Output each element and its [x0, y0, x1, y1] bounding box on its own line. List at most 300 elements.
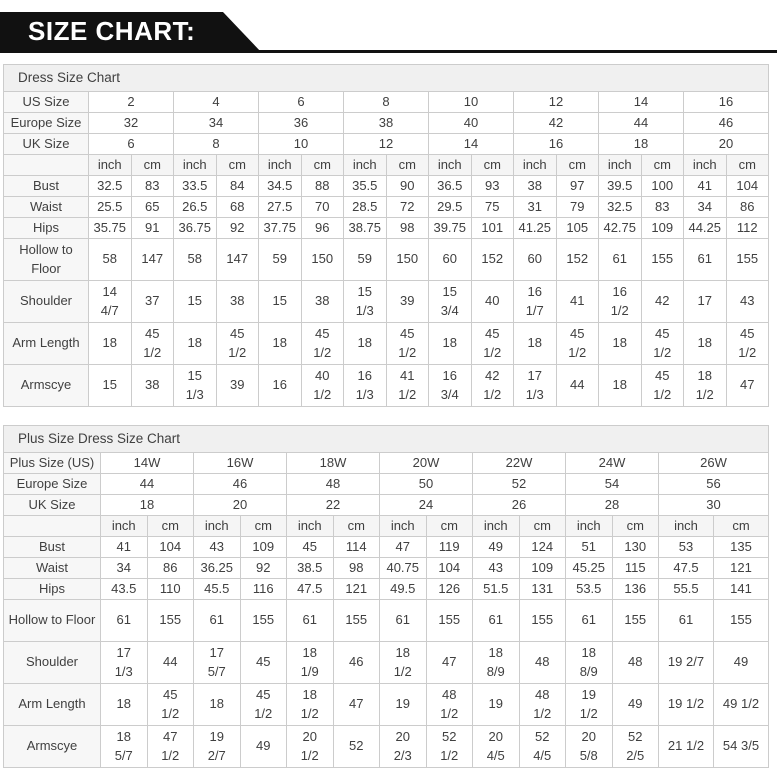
measure-value-cell: 47 [426, 642, 473, 684]
measure-value-cell: 155 [147, 600, 194, 642]
measure-value-cell: 152 [471, 239, 514, 281]
table-row [4, 600, 769, 642]
row-label: Bust [4, 537, 101, 558]
measure-value-cell: 38 [131, 365, 174, 407]
unit-header-cell: cm [612, 516, 659, 537]
measure-value-cell: 19 [473, 684, 520, 726]
measure-value-cell: 43 [473, 558, 520, 579]
measure-value-cell: 40.75 [380, 558, 427, 579]
measure-value-cell: 126 [426, 579, 473, 600]
row-label: Shoulder [4, 642, 101, 684]
measure-value-cell: 86 [147, 558, 194, 579]
measure-value-cell: 58 [174, 239, 217, 281]
size-value-cell: 22 [287, 495, 380, 516]
measure-value-cell: 43.5 [101, 579, 148, 600]
measure-value-cell: 27.5 [259, 197, 302, 218]
size-value-cell: 10 [259, 134, 344, 155]
measure-value-cell: 38 [514, 176, 557, 197]
banner-title: SIZE CHART: [28, 16, 196, 46]
measure-value-cell: 15 [174, 281, 217, 323]
measure-value-cell: 18 [599, 365, 642, 407]
table-row [4, 197, 769, 218]
measure-value-cell: 42.75 [599, 218, 642, 239]
measure-value-cell: 59 [259, 239, 302, 281]
measure-value-cell: 54 3/5 [714, 726, 769, 768]
measure-value-cell: 100 [641, 176, 684, 197]
measure-value-cell: 155 [714, 600, 769, 642]
measure-value-cell: 97 [556, 176, 599, 197]
measure-value-cell: 15 [259, 281, 302, 323]
measure-value-cell: 58 [89, 239, 132, 281]
size-value-cell: 12 [514, 92, 599, 113]
measure-value-cell: 15 1/3 [344, 281, 387, 323]
table-row [4, 642, 769, 684]
size-value-cell: 30 [659, 495, 769, 516]
unit-header-cell: cm [147, 516, 194, 537]
size-value-cell: 14 [429, 134, 514, 155]
size-value-cell: 4 [174, 92, 259, 113]
measure-value-cell: 155 [333, 600, 380, 642]
measure-value-cell: 45 [287, 537, 334, 558]
measure-value-cell: 19 [380, 684, 427, 726]
measure-value-cell: 51.5 [473, 579, 520, 600]
measure-value-cell: 45 1/2 [131, 323, 174, 365]
measure-value-cell: 150 [386, 239, 429, 281]
size-value-cell: 14 [599, 92, 684, 113]
measure-value-cell: 28.5 [344, 197, 387, 218]
header-divider-line [0, 50, 777, 53]
measure-value-cell: 38.75 [344, 218, 387, 239]
size-value-cell: 6 [259, 92, 344, 113]
measure-value-cell: 65 [131, 197, 174, 218]
measure-value-cell: 47 1/2 [147, 726, 194, 768]
measure-value-cell: 91 [131, 218, 174, 239]
table-row [4, 684, 769, 726]
measure-value-cell: 44 [147, 642, 194, 684]
measure-value-cell: 45 1/2 [556, 323, 599, 365]
measure-value-cell: 17 1/3 [101, 642, 148, 684]
measure-value-cell: 36.5 [429, 176, 472, 197]
size-value-cell: 16W [194, 453, 287, 474]
measure-value-cell: 17 5/7 [194, 642, 241, 684]
measure-value-cell: 83 [641, 197, 684, 218]
measure-value-cell: 41 [101, 537, 148, 558]
measure-value-cell: 47 [333, 684, 380, 726]
measure-value-cell: 124 [519, 537, 566, 558]
measure-value-cell: 19 1/2 [566, 684, 613, 726]
size-value-cell: 24W [566, 453, 659, 474]
row-label [4, 155, 89, 176]
measure-value-cell: 135 [714, 537, 769, 558]
measure-value-cell: 49 1/2 [714, 684, 769, 726]
measure-value-cell: 40 1/2 [301, 365, 344, 407]
size-value-cell: 44 [101, 474, 194, 495]
measure-value-cell: 49.5 [380, 579, 427, 600]
unit-header-cell: cm [240, 516, 287, 537]
row-label: Europe Size [4, 474, 101, 495]
measure-value-cell: 155 [726, 239, 769, 281]
size-value-cell: 14W [101, 453, 194, 474]
measure-value-cell: 119 [426, 537, 473, 558]
measure-value-cell: 68 [216, 197, 259, 218]
measure-value-cell: 51 [566, 537, 613, 558]
unit-header-cell: cm [216, 155, 259, 176]
unit-header-cell: inch [259, 155, 302, 176]
unit-header-cell: cm [301, 155, 344, 176]
measure-value-cell: 39 [386, 281, 429, 323]
measure-value-cell: 61 [101, 600, 148, 642]
measure-value-cell: 61 [599, 239, 642, 281]
measure-value-cell: 84 [216, 176, 259, 197]
unit-header-cell: inch [659, 516, 714, 537]
measure-value-cell: 53.5 [566, 579, 613, 600]
table-row [4, 323, 769, 365]
measure-value-cell: 101 [471, 218, 514, 239]
measure-value-cell: 155 [612, 600, 659, 642]
measure-value-cell: 141 [714, 579, 769, 600]
measure-value-cell: 48 1/2 [426, 684, 473, 726]
size-value-cell: 38 [344, 113, 429, 134]
row-label: Arm Length [4, 684, 101, 726]
measure-value-cell: 39 [216, 365, 259, 407]
measure-value-cell: 96 [301, 218, 344, 239]
size-value-cell: 20 [194, 495, 287, 516]
measure-value-cell: 109 [240, 537, 287, 558]
table-title: Plus Size Dress Size Chart [4, 426, 769, 453]
table-row [4, 426, 769, 453]
row-label: Bust [4, 176, 89, 197]
measure-value-cell: 32.5 [89, 176, 132, 197]
measure-value-cell: 42 1/2 [471, 365, 514, 407]
measure-value-cell: 31 [514, 197, 557, 218]
unit-header-cell: inch [429, 155, 472, 176]
measure-value-cell: 59 [344, 239, 387, 281]
unit-header-cell: inch [101, 516, 148, 537]
table-row [4, 495, 769, 516]
measure-value-cell: 45 [240, 642, 287, 684]
table-row [4, 474, 769, 495]
measure-value-cell: 155 [240, 600, 287, 642]
unit-header-cell: cm [519, 516, 566, 537]
size-value-cell: 46 [194, 474, 287, 495]
measure-value-cell: 17 1/3 [514, 365, 557, 407]
size-value-cell: 18 [599, 134, 684, 155]
size-value-cell: 22W [473, 453, 566, 474]
measure-value-cell: 109 [519, 558, 566, 579]
size-value-cell: 54 [566, 474, 659, 495]
measure-value-cell: 43 [726, 281, 769, 323]
table-row [4, 134, 769, 155]
measure-value-cell: 61 [380, 600, 427, 642]
table-row [4, 579, 769, 600]
measure-value-cell: 16 1/3 [344, 365, 387, 407]
measure-value-cell: 110 [147, 579, 194, 600]
measure-value-cell: 18 1/2 [684, 365, 727, 407]
measure-value-cell: 48 [519, 642, 566, 684]
measure-value-cell: 34 [101, 558, 148, 579]
measure-value-cell: 155 [641, 239, 684, 281]
row-label: Plus Size (US) [4, 453, 101, 474]
size-value-cell: 18 [101, 495, 194, 516]
measure-value-cell: 20 5/8 [566, 726, 613, 768]
unit-header-cell: inch [473, 516, 520, 537]
table-row [4, 516, 769, 537]
measure-value-cell: 16 [259, 365, 302, 407]
measure-value-cell: 15 [89, 365, 132, 407]
measure-value-cell: 150 [301, 239, 344, 281]
unit-header-cell: cm [641, 155, 684, 176]
size-value-cell: 36 [259, 113, 344, 134]
measure-value-cell: 38.5 [287, 558, 334, 579]
unit-header-cell: inch [174, 155, 217, 176]
measure-value-cell: 49 [612, 684, 659, 726]
measure-value-cell: 61 [287, 600, 334, 642]
measure-value-cell: 109 [641, 218, 684, 239]
measure-value-cell: 52 1/2 [426, 726, 473, 768]
measure-value-cell: 18 5/7 [101, 726, 148, 768]
measure-value-cell: 152 [556, 239, 599, 281]
measure-value-cell: 18 [101, 684, 148, 726]
measure-value-cell: 60 [429, 239, 472, 281]
size-value-cell: 2 [89, 92, 174, 113]
measure-value-cell: 39.5 [599, 176, 642, 197]
measure-value-cell: 33.5 [174, 176, 217, 197]
unit-header-cell: cm [333, 516, 380, 537]
measure-value-cell: 130 [612, 537, 659, 558]
table-row [4, 176, 769, 197]
measure-value-cell: 115 [612, 558, 659, 579]
measure-value-cell: 45 1/2 [301, 323, 344, 365]
measure-value-cell: 19 1/2 [659, 684, 714, 726]
row-label [4, 516, 101, 537]
measure-value-cell: 155 [426, 600, 473, 642]
measure-value-cell: 37 [131, 281, 174, 323]
measure-value-cell: 155 [519, 600, 566, 642]
table-row [4, 365, 769, 407]
measure-value-cell: 45.25 [566, 558, 613, 579]
measure-value-cell: 104 [726, 176, 769, 197]
measure-value-cell: 55.5 [659, 579, 714, 600]
measure-value-cell: 20 1/2 [287, 726, 334, 768]
measure-value-cell: 147 [131, 239, 174, 281]
measure-value-cell: 49 [714, 642, 769, 684]
size-value-cell: 40 [429, 113, 514, 134]
measure-value-cell: 45 1/2 [641, 323, 684, 365]
measure-value-cell: 20 4/5 [473, 726, 520, 768]
table-row [4, 113, 769, 134]
size-value-cell: 28 [566, 495, 659, 516]
size-value-cell: 46 [684, 113, 769, 134]
measure-value-cell: 47.5 [659, 558, 714, 579]
unit-header-cell: cm [471, 155, 514, 176]
unit-header-cell: inch [89, 155, 132, 176]
measure-value-cell: 45 1/2 [147, 684, 194, 726]
measure-value-cell: 114 [333, 537, 380, 558]
measure-value-cell: 52 4/5 [519, 726, 566, 768]
measure-value-cell: 52 2/5 [612, 726, 659, 768]
measure-value-cell: 34.5 [259, 176, 302, 197]
measure-value-cell: 16 1/7 [514, 281, 557, 323]
measure-value-cell: 112 [726, 218, 769, 239]
measure-value-cell: 53 [659, 537, 714, 558]
unit-header-cell: inch [380, 516, 427, 537]
size-chart-banner [0, 0, 777, 56]
measure-value-cell: 18 8/9 [473, 642, 520, 684]
row-label: Waist [4, 558, 101, 579]
table-title: Dress Size Chart [4, 65, 769, 92]
measure-value-cell: 136 [612, 579, 659, 600]
measure-value-cell: 32.5 [599, 197, 642, 218]
measure-value-cell: 61 [684, 239, 727, 281]
measure-value-cell: 105 [556, 218, 599, 239]
measure-value-cell: 92 [216, 218, 259, 239]
measure-value-cell: 18 [429, 323, 472, 365]
unit-header-cell: cm [131, 155, 174, 176]
measure-value-cell: 49 [473, 537, 520, 558]
measure-value-cell: 19 2/7 [194, 726, 241, 768]
unit-header-cell: inch [344, 155, 387, 176]
measure-value-cell: 92 [240, 558, 287, 579]
size-value-cell: 34 [174, 113, 259, 134]
measure-value-cell: 14 4/7 [89, 281, 132, 323]
measure-value-cell: 19 2/7 [659, 642, 714, 684]
measure-value-cell: 42 [641, 281, 684, 323]
row-label: UK Size [4, 134, 89, 155]
measure-value-cell: 21 1/2 [659, 726, 714, 768]
table-row [4, 239, 769, 281]
table-row [4, 155, 769, 176]
size-value-cell: 6 [89, 134, 174, 155]
unit-header-cell: cm [426, 516, 473, 537]
measure-value-cell: 16 3/4 [429, 365, 472, 407]
table-row [4, 726, 769, 768]
measure-value-cell: 15 3/4 [429, 281, 472, 323]
measure-value-cell: 37.75 [259, 218, 302, 239]
row-label: Europe Size [4, 113, 89, 134]
measure-value-cell: 18 [194, 684, 241, 726]
measure-value-cell: 47.5 [287, 579, 334, 600]
measure-value-cell: 47 [380, 537, 427, 558]
measure-value-cell: 35.5 [344, 176, 387, 197]
measure-value-cell: 45 1/2 [216, 323, 259, 365]
measure-value-cell: 18 [684, 323, 727, 365]
measure-value-cell: 45 1/2 [471, 323, 514, 365]
table-row [4, 65, 769, 92]
measure-value-cell: 104 [426, 558, 473, 579]
unit-header-cell: inch [684, 155, 727, 176]
row-label: Arm Length [4, 323, 89, 365]
dress-size-chart-table [3, 64, 769, 407]
measure-value-cell: 38 [301, 281, 344, 323]
measure-value-cell: 45 1/2 [726, 323, 769, 365]
row-label: Armscye [4, 365, 89, 407]
size-value-cell: 24 [380, 495, 473, 516]
size-value-cell: 56 [659, 474, 769, 495]
unit-header-cell: cm [714, 516, 769, 537]
measure-value-cell: 61 [659, 600, 714, 642]
measure-value-cell: 18 [514, 323, 557, 365]
size-value-cell: 16 [684, 92, 769, 113]
size-value-cell: 42 [514, 113, 599, 134]
size-value-cell: 18W [287, 453, 380, 474]
size-value-cell: 32 [89, 113, 174, 134]
row-label: Armscye [4, 726, 101, 768]
measure-value-cell: 86 [726, 197, 769, 218]
measure-value-cell: 45.5 [194, 579, 241, 600]
row-label: Shoulder [4, 281, 89, 323]
table-row [4, 558, 769, 579]
measure-value-cell: 121 [333, 579, 380, 600]
size-value-cell: 8 [174, 134, 259, 155]
measure-value-cell: 93 [471, 176, 514, 197]
measure-value-cell: 49 [240, 726, 287, 768]
measure-value-cell: 18 [89, 323, 132, 365]
measure-value-cell: 36.75 [174, 218, 217, 239]
unit-header-cell: cm [726, 155, 769, 176]
measure-value-cell: 41 1/2 [386, 365, 429, 407]
measure-value-cell: 26.5 [174, 197, 217, 218]
table-row [4, 92, 769, 113]
size-value-cell: 48 [287, 474, 380, 495]
measure-value-cell: 18 [344, 323, 387, 365]
measure-value-cell: 83 [131, 176, 174, 197]
measure-value-cell: 61 [566, 600, 613, 642]
row-label: Hips [4, 218, 89, 239]
table-row [4, 281, 769, 323]
measure-value-cell: 60 [514, 239, 557, 281]
measure-value-cell: 48 [612, 642, 659, 684]
measure-value-cell: 48 1/2 [519, 684, 566, 726]
measure-value-cell: 39.75 [429, 218, 472, 239]
table-row [4, 218, 769, 239]
size-value-cell: 52 [473, 474, 566, 495]
measure-value-cell: 40 [471, 281, 514, 323]
size-value-cell: 26 [473, 495, 566, 516]
size-value-cell: 20 [684, 134, 769, 155]
size-value-cell: 12 [344, 134, 429, 155]
measure-value-cell: 52 [333, 726, 380, 768]
measure-value-cell: 18 [259, 323, 302, 365]
measure-value-cell: 45 1/2 [240, 684, 287, 726]
size-value-cell: 10 [429, 92, 514, 113]
measure-value-cell: 75 [471, 197, 514, 218]
row-label: Hips [4, 579, 101, 600]
measure-value-cell: 98 [333, 558, 380, 579]
measure-value-cell: 45 1/2 [641, 365, 684, 407]
measure-value-cell: 70 [301, 197, 344, 218]
measure-value-cell: 131 [519, 579, 566, 600]
measure-value-cell: 18 [599, 323, 642, 365]
size-value-cell: 26W [659, 453, 769, 474]
measure-value-cell: 17 [684, 281, 727, 323]
row-label: UK Size [4, 495, 101, 516]
unit-header-cell: inch [194, 516, 241, 537]
size-value-cell: 16 [514, 134, 599, 155]
unit-header-cell: cm [386, 155, 429, 176]
measure-value-cell: 16 1/2 [599, 281, 642, 323]
measure-value-cell: 41 [556, 281, 599, 323]
measure-value-cell: 44.25 [684, 218, 727, 239]
row-label: Hollow to Floor [4, 239, 89, 281]
row-label: Waist [4, 197, 89, 218]
measure-value-cell: 18 1/2 [287, 684, 334, 726]
measure-value-cell: 35.75 [89, 218, 132, 239]
measure-value-cell: 43 [194, 537, 241, 558]
table-row [4, 537, 769, 558]
measure-value-cell: 98 [386, 218, 429, 239]
measure-value-cell: 20 2/3 [380, 726, 427, 768]
unit-header-cell: inch [599, 155, 642, 176]
